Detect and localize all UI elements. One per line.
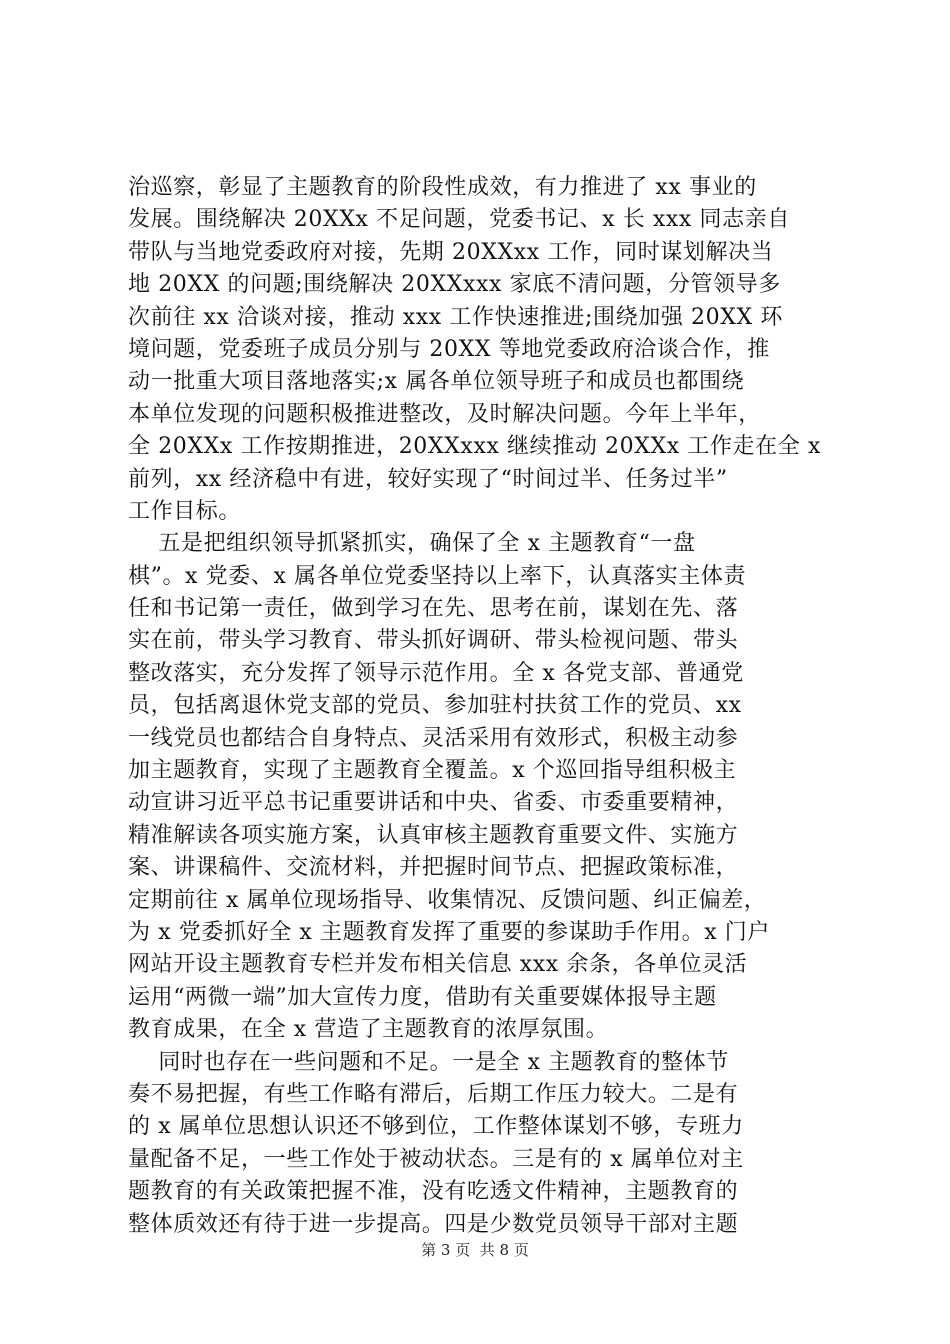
paragraph-start-line: 同时也存在一些问题和不足。一是全 x 主题教育的整体节: [128, 1049, 729, 1075]
text-line: 任和书记第一责任，做到学习在先、思考在前，谋划在先、落: [128, 596, 739, 622]
text-line: 棋”。x 党委、x 属各单位党委坚持以上率下，认真落实主体责: [128, 563, 747, 589]
text-line: 次前往 xx 洽谈对接，推动 xxx 工作快速推进;围绕加强 20XX 环: [128, 304, 783, 330]
text-line: 工作目标。: [128, 498, 242, 524]
text-line: 运用“两微一端”加大宣传力度，借助有关重要媒体报导主题: [128, 984, 717, 1010]
text-line: 加主题教育，实现了主题教育全覆盖。x 个巡回指导组积极主: [128, 758, 737, 784]
text-line: 本单位发现的问题积极推进整改，及时解决问题。今年上半年，: [128, 401, 761, 427]
text-line: 带队与当地党委政府对接，先期 20XXxx 工作，同时谋划解决当: [128, 239, 774, 265]
text-line: 全 20XXx 工作按期推进，20XXxxx 继续推动 20XXx 工作走在全 x: [128, 434, 821, 460]
text-line: 精准解读各项实施方案，认真审核主题教育重要文件、实施方: [128, 822, 739, 848]
text-line: 题教育的有关政策把握不准，没有吃透文件精神，主题教育的: [128, 1179, 739, 1205]
page-number-label: 第 3 页 共 8 页: [421, 1241, 529, 1259]
page-footer: [0, 1240, 950, 1260]
text-line: 动宣讲习近平总书记重要讲话和中央、省委、市委重要精神，: [128, 790, 739, 816]
text-line: 地 20XX 的问题;围绕解决 20XXxxx 家底不清问题，分管领导多: [128, 272, 781, 298]
paragraph-start-line: 五是把组织领导抓紧抓实，确保了全 x 主题教育“一盘: [128, 531, 696, 557]
text-line: 奏不易把握，有些工作略有滞后，后期工作压力较大。二是有: [128, 1081, 739, 1107]
body-text: [128, 172, 828, 1241]
text-line: 治巡察，彰显了主题教育的阶段性成效，有力推进了 xx 事业的: [128, 175, 757, 200]
text-line: 整改落实，充分发挥了领导示范作用。全 x 各党支部、普通党: [128, 660, 744, 686]
text-line: 整体质效还有待于进一步提高。四是少数党员领导干部对主题: [128, 1211, 739, 1237]
text-line: 发展。围绕解决 20XXx 不足问题，党委书记、x 长 xxx 同志亲自: [128, 207, 790, 233]
text-line: 实在前，带头学习教育、带头抓好调研、带头检视问题、带头: [128, 628, 739, 654]
text-line: 动一批重大项目落地落实;x 属各单位领导班子和成员也都围绕: [128, 369, 745, 395]
text-line: 员，包括离退休党支部的党员、参加驻村扶贫工作的党员、xx: [128, 693, 742, 719]
text-line: 境问题，党委班子成员分别与 20XX 等地党委政府洽谈合作，推: [128, 336, 770, 362]
text-line: 一线党员也都结合自身特点、灵活采用有效形式，积极主动参: [128, 725, 739, 751]
text-line: 量配备不足，一些工作处于被动状态。三是有的 x 属单位对主: [128, 1146, 744, 1172]
text-line: 定期前往 x 属单位现场指导、收集情况、反馈问题、纠正偏差，: [128, 887, 767, 913]
text-line: 前列，xx 经济稳中有进，较好实现了“时间过半、任务过半”: [128, 466, 728, 492]
text-line: 为 x 党委抓好全 x 主题教育发挥了重要的参谋助手作用。x 门户: [128, 919, 770, 945]
text-line: 案、讲课稿件、交流材料，并把握时间节点、把握政策标准，: [128, 855, 739, 881]
text-line: 的 x 属单位思想认识还不够到位，工作整体谋划不够，专班力: [128, 1114, 744, 1140]
text-line: 网站开设主题教育专栏并发布相关信息 xxx 余条，各单位灵活: [128, 952, 748, 978]
text-line: 教育成果，在全 x 营造了主题教育的浓厚氛围。: [128, 1017, 609, 1043]
